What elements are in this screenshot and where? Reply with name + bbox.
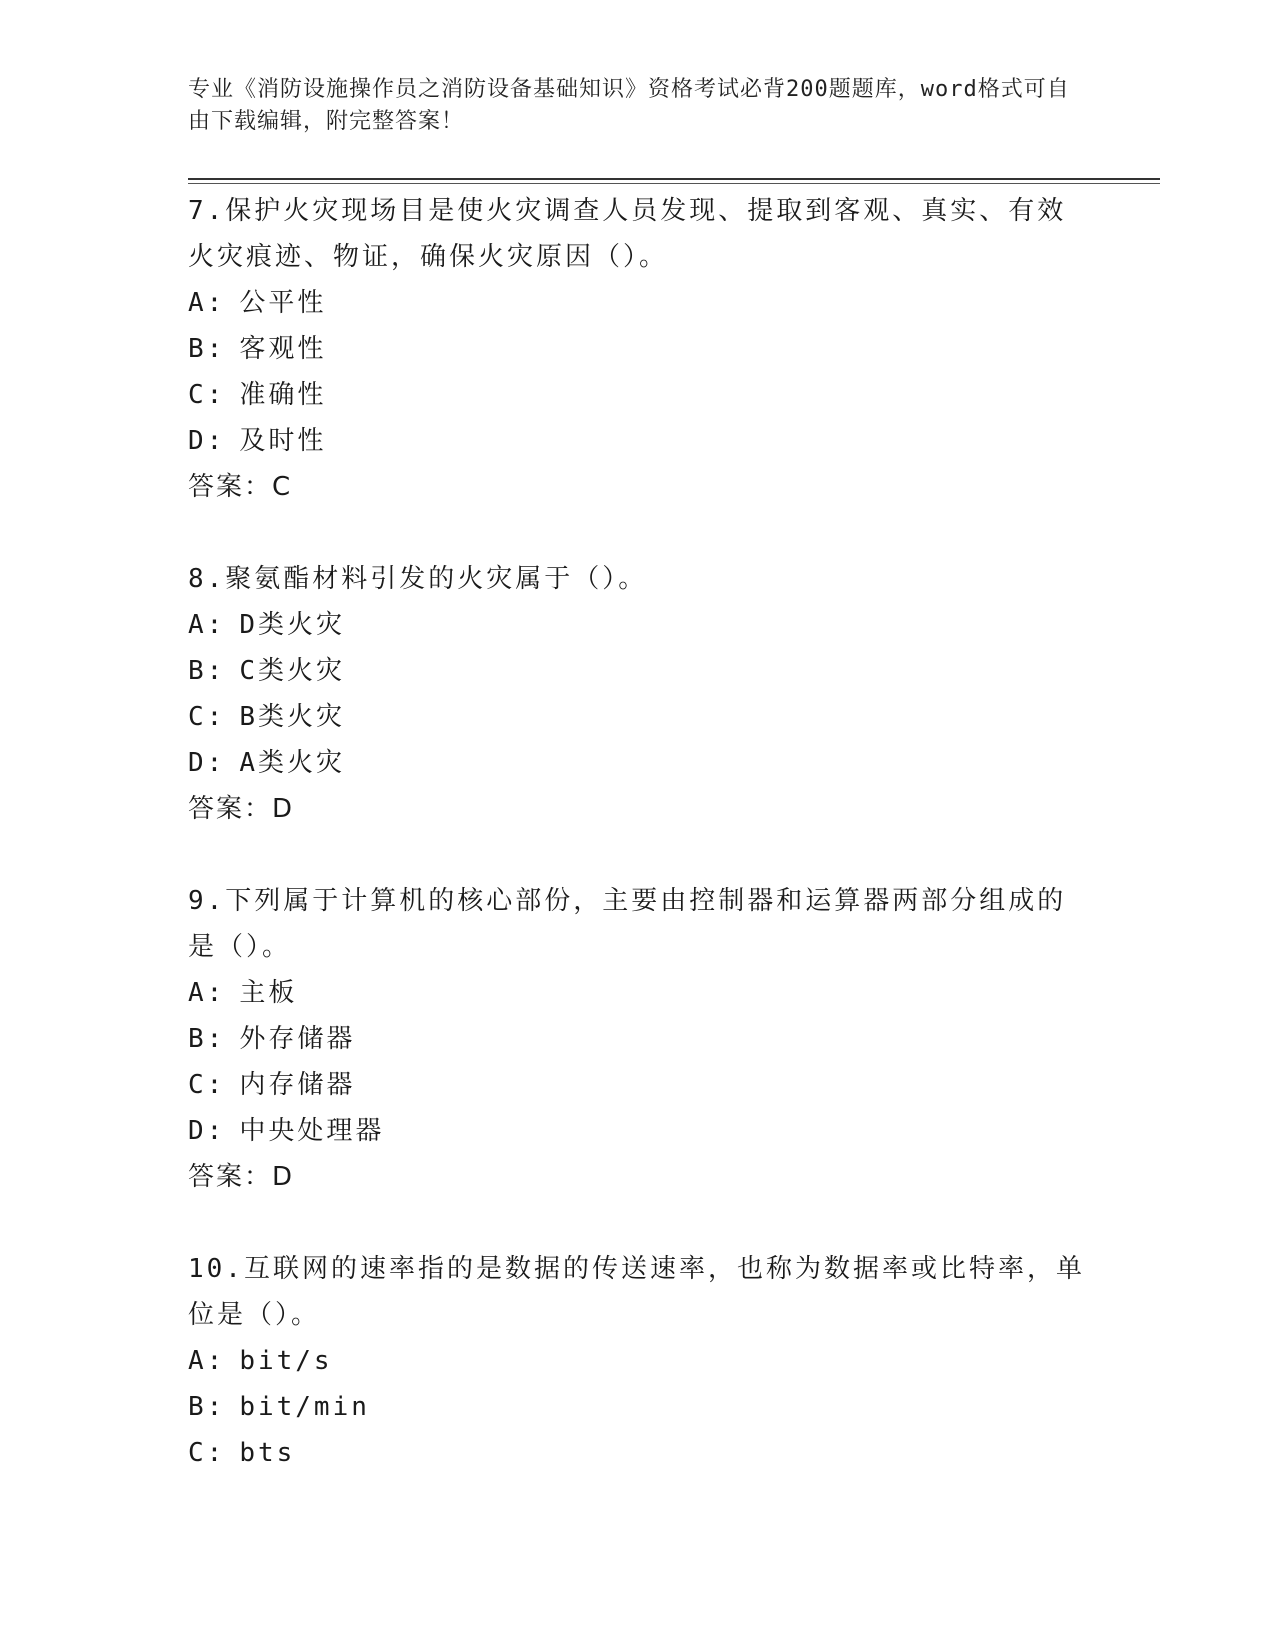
- option-letter: A:: [188, 978, 226, 1008]
- option-d: [188, 1108, 1088, 1154]
- question-list: [188, 188, 1088, 1522]
- option-b: [188, 648, 1088, 694]
- option-text: bit/min: [239, 1392, 370, 1422]
- option-a: [188, 970, 1088, 1016]
- document-header: 专业《消防设施操作员之消防设备基础知识》资格考试必背200题题库，word格式可自由下载编辑，附完整答案！: [188, 77, 1070, 134]
- question-8: [188, 556, 1088, 832]
- option-letter: B:: [188, 656, 226, 686]
- option-text: 中央处理器: [239, 1116, 385, 1146]
- option-letter: B:: [188, 1024, 226, 1054]
- option-c: [188, 694, 1088, 740]
- answer-line: 答案：D: [188, 1162, 295, 1192]
- option-text: 主板: [239, 978, 298, 1008]
- option-a: [188, 602, 1088, 648]
- option-text: 外存储器: [239, 1024, 356, 1054]
- option-letter: D:: [188, 426, 226, 456]
- option-a: [188, 280, 1088, 326]
- option-letter: C:: [188, 1070, 226, 1100]
- option-text: bts: [239, 1438, 296, 1468]
- option-text: D类火灾: [239, 610, 345, 640]
- option-letter: D:: [188, 748, 226, 778]
- option-text: A类火灾: [239, 748, 345, 778]
- option-text: C类火灾: [239, 656, 345, 686]
- option-letter: C:: [188, 380, 226, 410]
- option-text: 及时性: [239, 426, 327, 456]
- option-c: [188, 1062, 1088, 1108]
- question-text: 9.下列属于计算机的核心部份，主要由控制器和运算器两部分组成的是（）。: [188, 886, 1067, 962]
- option-d: [188, 740, 1088, 786]
- option-letter: C:: [188, 702, 226, 732]
- option-letter: A:: [188, 288, 226, 318]
- option-b: [188, 1384, 1088, 1430]
- answer-line: 答案：C: [188, 472, 293, 502]
- option-a: [188, 1338, 1088, 1384]
- option-text: bit/s: [239, 1346, 333, 1376]
- answer-line: 答案：D: [188, 794, 295, 824]
- option-letter: C:: [188, 1438, 226, 1468]
- option-text: 内存储器: [239, 1070, 356, 1100]
- option-text: B类火灾: [239, 702, 345, 732]
- option-letter: D:: [188, 1116, 226, 1146]
- header-divider-thick: [188, 178, 1160, 180]
- option-b: [188, 326, 1088, 372]
- question-text: 7.保护火灾现场目是使火灾调查人员发现、提取到客观、真实、有效火灾痕迹、物证，确保火灾原因（）。: [188, 196, 1067, 272]
- question-text: 10.互联网的速率指的是数据的传送速率，也称为数据率或比特率，单位是（）。: [188, 1254, 1085, 1330]
- question-7: [188, 188, 1088, 510]
- option-text: 公平性: [239, 288, 327, 318]
- option-c: [188, 372, 1088, 418]
- option-text: 准确性: [239, 380, 327, 410]
- header-divider-thin: [188, 183, 1160, 184]
- option-letter: A:: [188, 610, 226, 640]
- option-text: 客观性: [239, 334, 327, 364]
- question-9: [188, 878, 1088, 1200]
- option-letter: B:: [188, 1392, 226, 1422]
- question-text: 8.聚氨酯材料引发的火灾属于（）。: [188, 564, 648, 594]
- option-letter: B:: [188, 334, 226, 364]
- question-10: [188, 1246, 1088, 1476]
- option-d: [188, 418, 1088, 464]
- option-b: [188, 1016, 1088, 1062]
- option-letter: A:: [188, 1346, 226, 1376]
- option-c: [188, 1430, 1088, 1476]
